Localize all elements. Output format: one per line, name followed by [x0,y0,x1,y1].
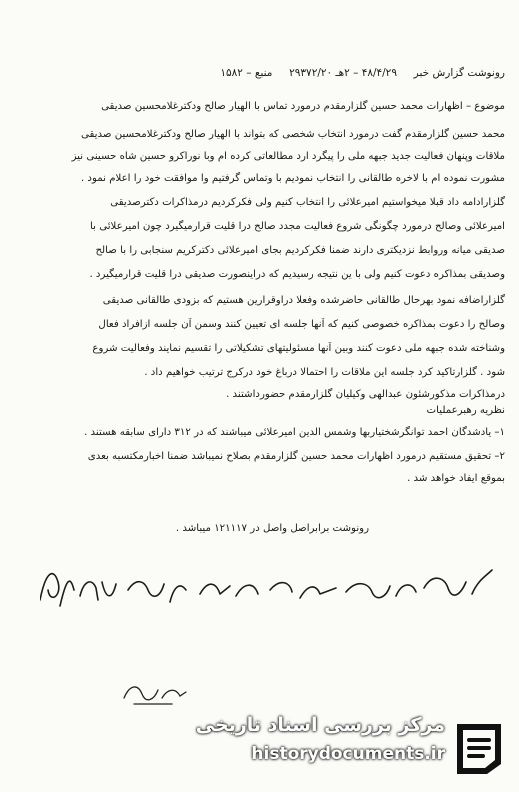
archive-emblem-icon [449,718,509,778]
body-line: گلزاراضافه نمود بهرحال طالقانی حاضرشده وفعلا دراوقرارین هستیم که بزودی طالقانی صدیقی [102,295,505,306]
body-line: شود . گلزارتاکید کرد جلسه این ملاقات را احتمالا درباغ خود درکرج ترتیب خواهیم داد . [144,367,505,378]
body-line: وصالح را دعوت بمذاکره خصوصی کنیم که آنها جلسه ای تعیین کنند وسمن آن جلسه ازافراد فعال [98,319,505,330]
document-header [16,66,505,80]
signature [120,676,190,710]
body-line: گلزارادامه داد قبلا میخواستیم امیرعلائی را انتخاب کنیم ولی فکرکردیم درمذاکرات دکترصدیقی [110,197,505,208]
body-line: درمذاکرات مذکورشئون عبدالهی وکیلیان گلزارمقدم حضورداشتند . [226,389,505,400]
body-line: امیرعلائی وصالح درمورد چگونگی شروع فعالیت مجدد صالح درا قلیت قرارمیگیرد چون امیرعلائی با [90,221,505,232]
body-line: وشناخته شده جبهه ملی دعوت کنند وبین آنها مسئولیتهای تشکیلاتی را تقسیم نمایند وفعالیت شروع [92,343,505,354]
opinion-item: بموقع ایفاد خواهد شد . [407,473,505,484]
opinion-title: نظریه رهبرعملیات [426,405,505,416]
body-line: مشورت نموده ام با لاخره طالقانی را انتخاب نمودیم با وتماس گرفتیم وا موافقت خود را اعلام نمود . [80,173,505,184]
header-label: رونوشت گزارش خبر [413,67,505,79]
logo-name: مرکز بررسی اسناد تاریخی [195,714,445,736]
handwritten-annotation [40,560,500,620]
logo-url: historydocuments.ir [251,744,445,764]
body-line: ملاقات وپنهان فعالیت جدید جبهه ملی را پیگرد ارد مطالعاتی کرده ام وبا نوراکرو حسین شاه حسینی نیز [71,151,505,162]
opinion-item: ۱– یادشدگان احمد توانگرشختیاربها وشمس الدین امیرعلائی میباشند که در ۳۱۲ دارای سابقه هستند . [84,427,505,438]
subject-line: موضوع – اظهارات محمد حسین گلزارمقدم درمورد تماس با الهیار صالح ودکترغلامحسین صدیقی [101,101,505,112]
body-line: صدیقی میانه وروابط نزدیکتری دارند ضمنا فکرکردیم بجای امیرعلائی دکترکریم سنجابی را با صالح [95,245,505,256]
archive-logo [195,714,509,784]
header-source: منبع – ۱۵۸۲ [220,67,273,79]
header-ref: ۴۸/۴/۲۹ – ۲هـ ۲۹۳۷۲/۲۰ [289,67,397,79]
certified-copy-note: رونوشت برابراصل واصل در ۱۲۱۱۱۷ میباشد . [175,523,369,534]
body-line: وصدیقی بمذاکره دعوت کنیم ولی با ین نتیجه رسیدیم که دراینصورت صدیقی درا قلیت قرارمیگیرد . [89,269,505,280]
body-line: محمد حسین گلزارمقدم گفت درمورد انتخاب شخصی که بتواند با الهیار صالح ودکترغلامحسین صدیقی [81,129,505,140]
opinion-item: ۲– تحقیق مستقیم درمورد اظهارات محمد حسین گلزارمقدم بصلاح نمیباشد ضمنا اخبارمکتسبه بعدی [87,451,505,462]
